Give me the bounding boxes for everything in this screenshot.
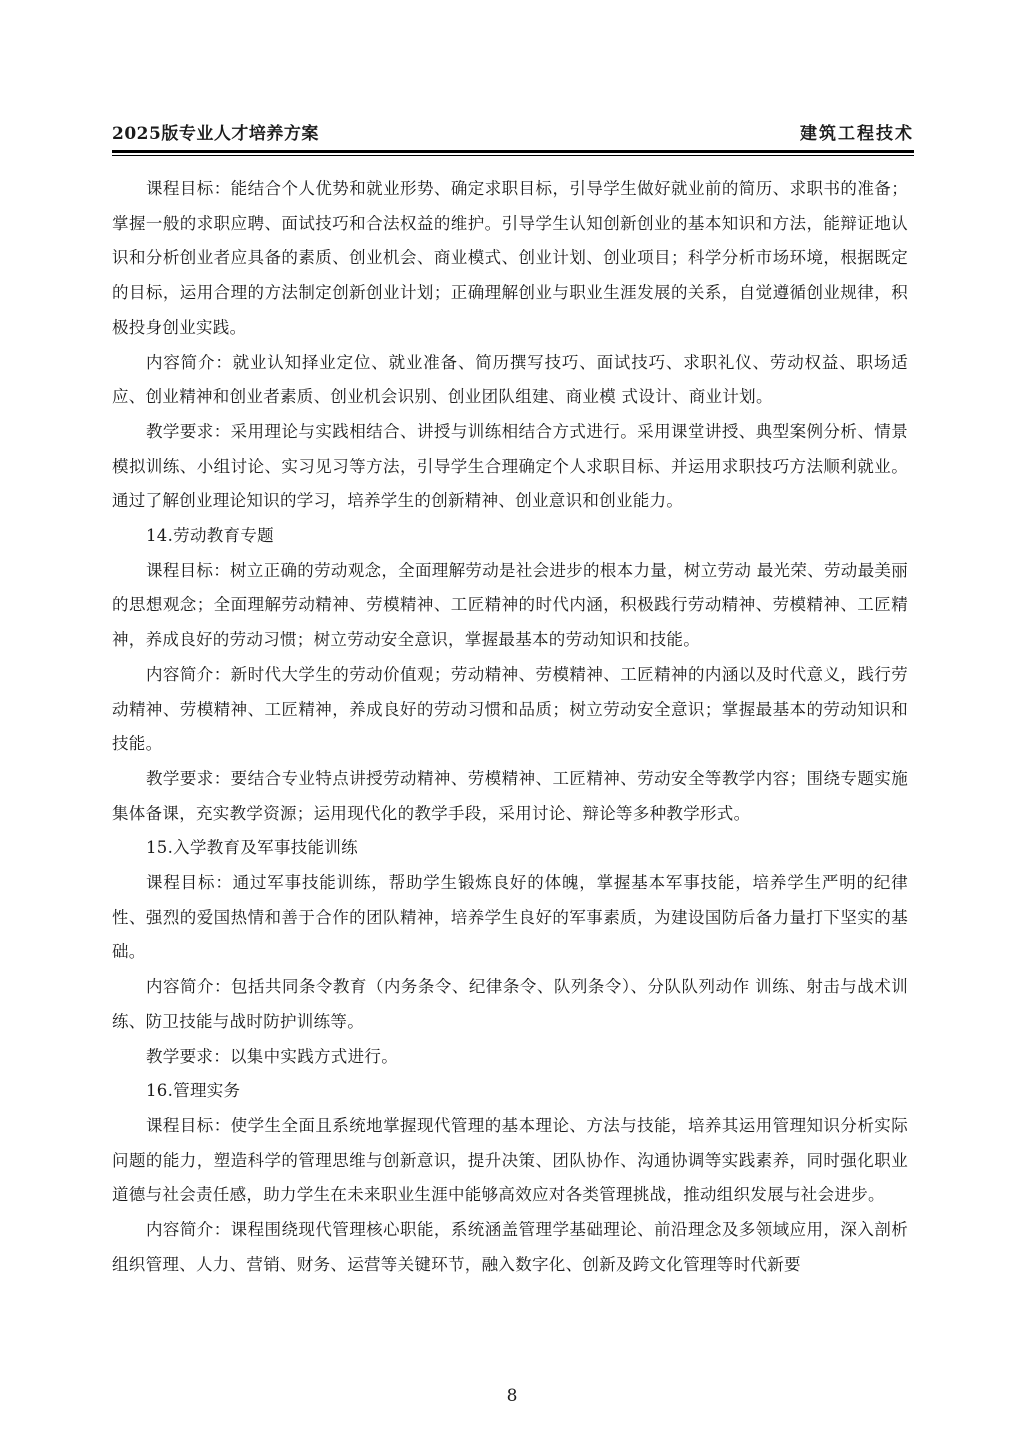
paragraph-military-teaching: 教学要求：以集中实践方式进行。 (146, 1046, 398, 1066)
section-heading-management: 16.管理实务 (146, 1081, 241, 1101)
paragraph-labor-teaching: 教学要求：要结合专业特点讲授劳动精神、劳模精神、工匠精神、劳动安全等教学内容；围绕专题实施集体备课，充实教学资源；运用现代化的教学手段，采用讨论、辩论等多种教学形式。 (112, 768, 908, 823)
header-rule-thin (112, 155, 914, 156)
header-rule-thick (112, 150, 914, 153)
document-body (112, 172, 908, 1283)
header-major-name: 建筑工程技术 (800, 124, 914, 144)
paragraph-military-objective: 课程目标：通过军事技能训练，帮助学生锻炼良好的体魄，掌握基本军事技能，培养学生严明的纪律性、强烈的爱国热情和善于合作的团队精神，培养学生良好的军事素质，为建设国防后备力量打下坚实的基础。 (112, 873, 908, 962)
paragraph-labor-objective: 课程目标：树立正确的劳动观念，全面理解劳动是社会进步的根本力量，树立劳动 最光荣、劳动最美丽的思想观念；全面理解劳动精神、劳模精神、工匠精神的时代内涵，积极践行劳动精神、劳模精神、工匠精神，养成良好的劳动习惯；树立劳动安全意识，掌握最基本的劳动知识和技能。 (112, 560, 908, 650)
paragraph-management-objective: 课程目标：使学生全面且系统地掌握现代管理的基本理论、方法与技能，培养其运用管理知识分析实际问题的能力，塑造科学的管理思维与创新意识，提升决策、团队协作、沟通协调等实践素养，同时强化职业道德与社会责任感，助力学生在未来职业生涯中能够高效应对各类管理挑战，推动组织发展与社会进步。 (112, 1115, 908, 1205)
section-heading-labor-education: 14.劳动教育专题 (146, 526, 274, 546)
page-header (112, 122, 914, 150)
paragraph-management-content: 内容简介：课程围绕现代管理核心职能，系统涵盖管理学基础理论、前沿理念及多领域应用，深入剖析组织管理、人力、营销、财务、运营等关键环节，融入数字化、创新及跨文化管理等时代新要 (112, 1220, 908, 1274)
section-heading-military-training: 15.入学教育及军事技能训练 (146, 838, 358, 858)
paragraph-military-content: 内容简介：包括共同条令教育（内务条令、纪律条令、队列条令）、分队队列动作 训练、射击与战术训练、防卫技能与战时防护训练等。 (112, 977, 908, 1031)
page-number: 8 (506, 1386, 518, 1406)
paragraph-career-content: 内容简介：就业认知择业定位、就业准备、简历撰写技巧、面试技巧、求职礼仪、劳动权益、职场适应、创业精神和创业者素质、创业机会识别、创业团队组建、商业模 式设计、商业计划。 (112, 352, 908, 407)
paragraph-career-teaching: 教学要求：采用理论与实践相结合、讲授与训练相结合方式进行。采用课堂讲授、典型案例分析、情景模拟训练、小组讨论、实习见习等方法，引导学生合理确定个人求职目标、并运用求职技巧方法顺利就业。通过了解创业理论知识的学习，培养学生的创新精神、创业意识和创业能力。 (112, 421, 908, 511)
header-doc-title: 2025版专业人才培养方案 (112, 124, 319, 144)
paragraph-career-objective: 课程目标：能结合个人优势和就业形势、确定求职目标，引导学生做好就业前的简历、求职书的准备；掌握一般的求职应聘、面试技巧和合法权益的维护。引导学生认知创新创业的基本知识和方法，能辩证地认识和分析创业者应具备的素质、创业机会、商业模式、创业计划、创业项目；科学分析市场环境，根据既定的目标，运用合理的方法制定创新创业计划；正确理解创业与职业生涯发展的关系，自觉遵循创业规律，积极投身创业实践。 (112, 179, 908, 337)
paragraph-labor-content: 内容简介：新时代大学生的劳动价值观；劳动精神、劳模精神、工匠精神的内涵以及时代意义，践行劳动精神、劳模精神、工匠精神，养成良好的劳动习惯和品质；树立劳动安全意识；掌握最基本的劳动知识和技能。 (112, 664, 908, 754)
